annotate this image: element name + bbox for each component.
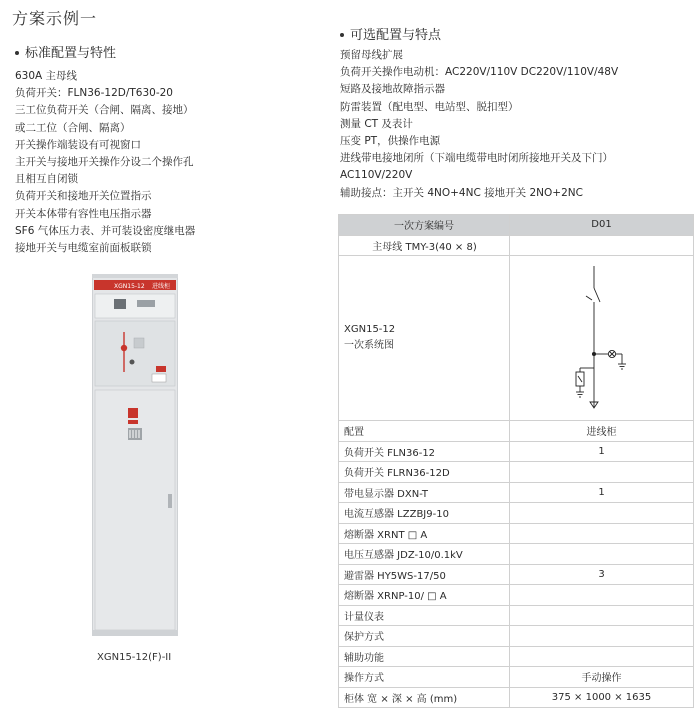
table-row — [339, 523, 694, 544]
list-item: 防雷装置（配电型、电站型、脱扣型） — [340, 100, 519, 113]
row-value: 3 — [510, 564, 694, 585]
row-value — [510, 462, 694, 483]
row-value — [510, 626, 694, 647]
warning-sign-icon — [128, 408, 138, 418]
config-label: 配置 — [339, 421, 510, 442]
list-item: 且相互自闭锁 — [15, 173, 78, 186]
scheme-spec-table — [338, 214, 694, 708]
page-title: 方案示例一 — [12, 9, 98, 28]
standard-feature-list — [15, 68, 195, 257]
table-row — [339, 544, 694, 565]
table-row — [339, 667, 694, 688]
row-label: 辅助功能 — [339, 646, 510, 667]
list-item: 压变 PT，供操作电源 — [340, 135, 441, 148]
row-value: 375 × 1000 × 1635 — [510, 687, 694, 708]
row-label: 熔断器 XRNT □ A — [339, 523, 510, 544]
standard-section-heading — [15, 42, 116, 61]
nameplate-model: XGN15-12 — [114, 283, 145, 290]
list-item: 测量 CT 及表计 — [340, 117, 413, 130]
row-value — [510, 605, 694, 626]
busbar-value — [510, 235, 694, 256]
optional-feature-list — [340, 47, 618, 202]
nameplate-tag: 进线柜 — [152, 283, 171, 290]
list-item: 主开关与接地开关操作分设二个操作孔 — [15, 156, 194, 169]
header-scheme-code: D01 — [510, 215, 694, 236]
table-row — [339, 256, 694, 421]
row-label: 操作方式 — [339, 667, 510, 688]
table-header-row — [339, 215, 694, 236]
busbar-label: 主母线 TMY-3(40 × 8) — [339, 235, 510, 256]
table-row — [339, 564, 694, 585]
row-value — [510, 544, 694, 565]
bullet-dot-icon — [340, 33, 344, 37]
diagram-label — [339, 256, 510, 421]
row-label: 带电显示器 DXN-T — [339, 482, 510, 503]
config-value: 进线柜 — [510, 421, 694, 442]
meter-icon — [114, 299, 126, 309]
table-row — [339, 626, 694, 647]
list-item: 进线带电接地闭所（下端电缆带电时闭所接地开关及下门） — [340, 152, 613, 165]
table-row — [339, 421, 694, 442]
list-item: 负荷开关和接地开关位置指示 — [15, 190, 152, 203]
row-label: 熔断器 XRNP-10/ □ A — [339, 585, 510, 606]
list-item: 接地开关与电缆室前面板联锁 — [15, 242, 152, 255]
row-label: 柜体 宽 × 深 × 高 (mm) — [339, 687, 510, 708]
row-value — [510, 646, 694, 667]
list-item: 三工位负荷开关（合闸、隔离、接地） — [15, 104, 194, 117]
row-value: 手动操作 — [510, 667, 694, 688]
table-row — [339, 605, 694, 626]
standard-heading-text: 标准配置与特性 — [25, 46, 117, 61]
table-row — [339, 441, 694, 462]
list-item: 负荷开关操作电动机：AC220V/110V DC220V/110V/48V — [340, 66, 619, 79]
list-item: 开关本体带有容性电压指示器 — [15, 207, 152, 220]
row-label: 计量仪表 — [339, 605, 510, 626]
list-item: 或二工位（合闸、隔离） — [15, 121, 131, 134]
row-value — [510, 523, 694, 544]
list-item: 预留母线扩展 — [340, 49, 403, 61]
table-row — [339, 482, 694, 503]
diagram-label-model: XGN15-12 — [344, 324, 396, 335]
list-item: 开关操作端装设有可视窗口 — [15, 138, 141, 151]
bullet-dot-icon — [15, 51, 19, 55]
table-row — [339, 503, 694, 524]
row-value: 1 — [510, 441, 694, 462]
row-value — [510, 585, 694, 606]
list-item: AC110V/220V — [340, 169, 413, 182]
switchgear-cabinet-illustration — [92, 274, 178, 636]
table-row — [339, 646, 694, 667]
list-item: 辅助接点：主开关 4NO+4NC 接地开关 2NO+2NC — [340, 186, 583, 199]
single-line-diagram — [572, 258, 632, 418]
list-item: 短路及接地故障指示器 — [340, 83, 445, 96]
table-row — [339, 462, 694, 483]
row-label: 负荷开关 FLN36-12 — [339, 441, 510, 462]
cabinet-caption: XGN15-12(F)-II — [97, 652, 172, 663]
table-row — [339, 687, 694, 708]
row-label: 电压互感器 JDZ-10/0.1kV — [339, 544, 510, 565]
row-label: 负荷开关 FLRN36-12D — [339, 462, 510, 483]
diagram-label-text: 一次系统图 — [344, 340, 394, 351]
row-label: 避雷器 HY5WS-17/50 — [339, 564, 510, 585]
list-item: 负荷开关：FLN36-12D/T630-20 — [15, 87, 173, 100]
header-scheme-number: 一次方案编号 — [339, 215, 510, 236]
list-item: SF6 气体压力表、并可装设密度继电器 — [15, 224, 196, 237]
single-line-diagram-cell — [510, 256, 694, 421]
door-handle-icon — [168, 494, 172, 508]
row-value — [510, 503, 694, 524]
list-item: 630A 主母线 — [15, 70, 78, 82]
table-row — [339, 235, 694, 256]
optional-section-heading — [340, 24, 441, 43]
row-label: 电流互感器 LZZBJ9-10 — [339, 503, 510, 524]
optional-heading-text: 可选配置与特点 — [350, 28, 442, 43]
row-value: 1 — [510, 482, 694, 503]
load-switch-icon — [594, 288, 600, 302]
row-label: 保护方式 — [339, 626, 510, 647]
table-row — [339, 585, 694, 606]
